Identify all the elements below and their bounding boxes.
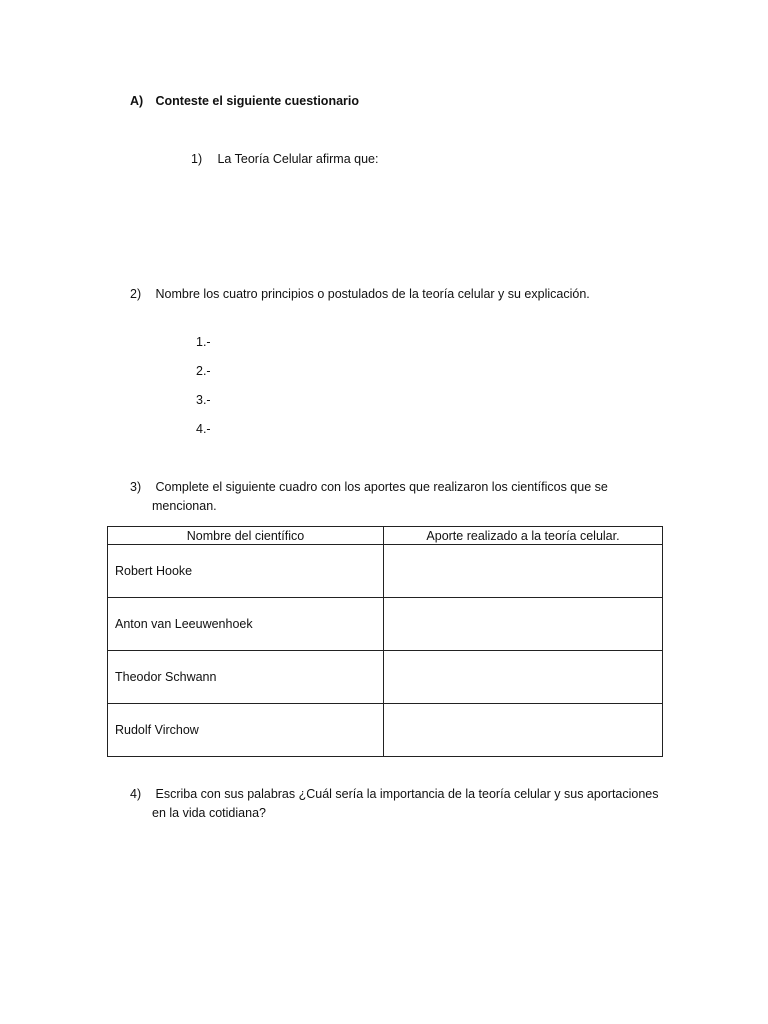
table-row xyxy=(108,598,663,651)
table-header-row xyxy=(108,527,663,545)
principle-item: 3.- xyxy=(196,393,211,407)
scientist-name-cell: Robert Hooke xyxy=(108,545,384,598)
question-3-number: 3) xyxy=(130,480,142,494)
question-4-text-line2: en la vida cotidiana? xyxy=(152,806,266,820)
question-3 xyxy=(130,477,608,497)
question-4 xyxy=(130,784,659,804)
question-3-text-line1: Complete el siguiente cuadro con los aportes que realizaron los científicos que se xyxy=(155,480,608,494)
question-4-number: 4) xyxy=(130,787,142,801)
section-a-title: Conteste el siguiente cuestionario xyxy=(155,94,359,108)
table-row xyxy=(108,651,663,704)
principle-item: 1.- xyxy=(196,335,211,349)
scientist-name-cell: Anton van Leeuwenhoek xyxy=(108,598,384,651)
column-header-contribution: Aporte realizado a la teoría celular. xyxy=(384,527,663,545)
table-row xyxy=(108,704,663,757)
question-4-text-line1: Escriba con sus palabras ¿Cuál sería la importancia de la teoría celular y sus aportaciones xyxy=(155,787,659,801)
scientists-table xyxy=(107,526,663,757)
principle-item: 4.- xyxy=(196,422,211,436)
contribution-cell[interactable] xyxy=(384,651,663,704)
table-row xyxy=(108,545,663,598)
question-1-number: 1) xyxy=(191,152,203,166)
scientist-name-cell: Theodor Schwann xyxy=(108,651,384,704)
contribution-cell[interactable] xyxy=(384,598,663,651)
question-1-text: La Teoría Celular afirma que: xyxy=(217,152,379,166)
principle-item: 2.- xyxy=(196,364,211,378)
contribution-cell[interactable] xyxy=(384,545,663,598)
column-header-scientist: Nombre del científico xyxy=(108,527,384,545)
contribution-cell[interactable] xyxy=(384,704,663,757)
question-2-number: 2) xyxy=(130,287,142,301)
scientist-name-cell: Rudolf Virchow xyxy=(108,704,384,757)
section-a-label: A) xyxy=(130,94,144,108)
section-a-heading xyxy=(130,91,359,111)
question-2 xyxy=(130,284,590,304)
question-1 xyxy=(191,149,378,169)
question-3-text-line2: mencionan. xyxy=(152,499,217,513)
question-2-text: Nombre los cuatro principios o postulados de la teoría celular y su explicación. xyxy=(155,287,590,301)
